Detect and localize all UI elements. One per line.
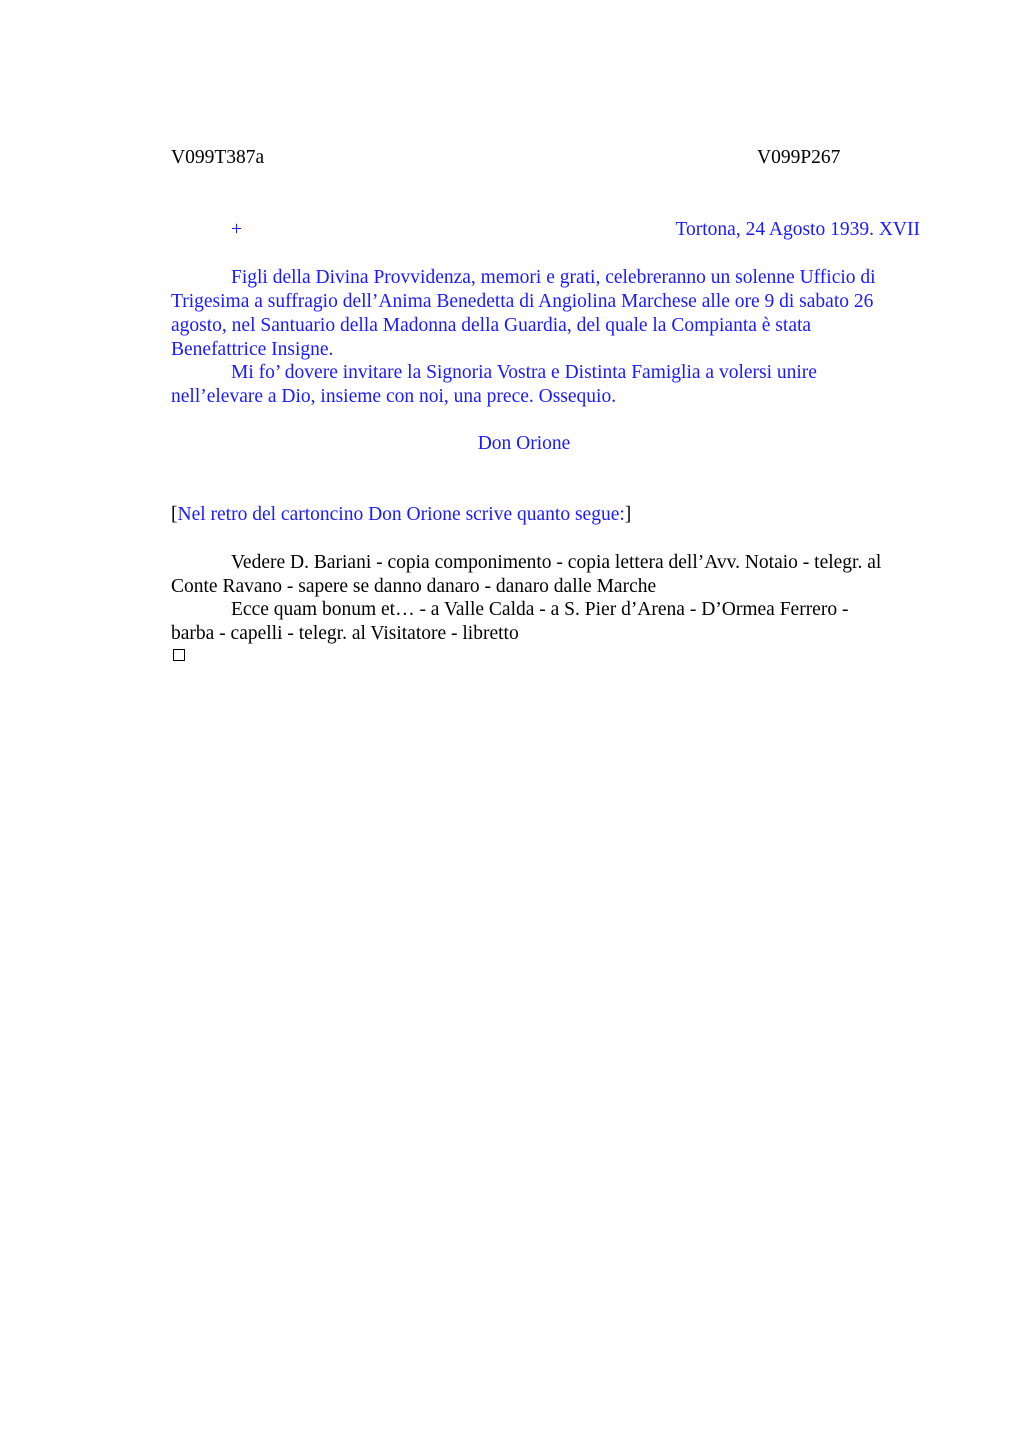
letter-date: Tortona, 24 Agosto 1939. XVII — [675, 219, 920, 240]
letter-paragraph1-line3: agosto, nel Santuario della Madonna della Guardia, del quale la Compianta è stata — [171, 315, 812, 336]
bracket-open: [ — [171, 504, 178, 525]
letter-paragraph1-line4: Benefattrice Insigne. — [171, 339, 334, 360]
document-code-right: V099P267 — [757, 147, 841, 168]
back-notes-paragraph1-line2: Conte Ravano - sapere se danno danaro - danaro dalle Marche — [171, 576, 657, 597]
letter-paragraph1-line2: Trigesima a suffragio dell’Anima Benedetta di Angiolina Marchese alle ore 9 di sabato 26 — [171, 291, 874, 312]
back-notes-paragraph1-line1: Vedere D. Bariani - copia componimento - copia lettera dell’Avv. Notaio - telegr. al — [231, 552, 882, 573]
signature: Don Orione — [477, 433, 571, 454]
back-note-text: Nel retro del cartoncino Don Orione scrive quanto segue: — [177, 504, 625, 525]
letter-paragraph2-line2: nell’elevare a Dio, insieme con noi, una prece. Ossequio. — [171, 386, 617, 407]
bracket-close: ] — [624, 504, 632, 525]
empty-square-icon — [173, 649, 185, 661]
back-notes-paragraph2-line1: Ecce quam bonum et… - a Valle Calda - a S. Pier d’Arena - D’Ormea Ferrero - — [231, 599, 849, 620]
cross-symbol: + — [231, 219, 242, 240]
back-note-heading — [171, 503, 631, 527]
back-notes-paragraph2-line2: barba - capelli - telegr. al Visitatore - libretto — [171, 623, 519, 644]
letter-paragraph1-line1: Figli della Divina Provvidenza, memori e grati, celebreranno un solenne Ufficio di — [231, 267, 876, 288]
letter-paragraph2-line1: Mi fo’ dovere invitare la Signoria Vostra e Distinta Famiglia a volersi unire — [231, 362, 817, 383]
document-code-left: V099T387a — [171, 147, 265, 168]
